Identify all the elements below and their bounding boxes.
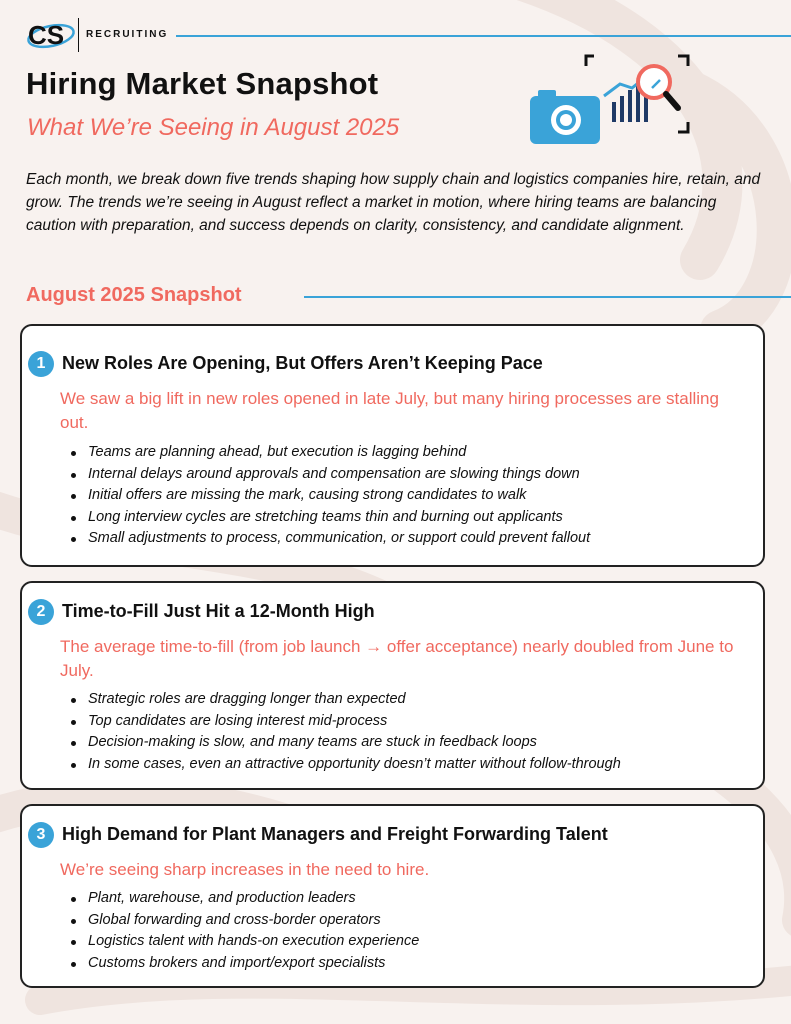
page-title: Hiring Market Snapshot	[26, 66, 379, 101]
page-subtitle: What We’re Seeing in August 2025	[27, 114, 400, 141]
list-item: Teams are planning ahead, but execution is lagging behind	[68, 442, 590, 464]
trend-card-1	[20, 324, 765, 567]
section-heading: August 2025 Snapshot	[26, 284, 242, 306]
logo-text: CS	[28, 20, 65, 50]
list-item: Customs brokers and import/export specialists	[68, 953, 419, 975]
trend-card-2	[20, 581, 765, 790]
trend-summary: We saw a big lift in new roles opened in late July, but many hiring processes are stalling out.	[60, 389, 719, 432]
cs-recruiting-logo	[26, 18, 76, 52]
list-item: In some cases, even an attractive opportunity doesn’t matter without follow-through	[68, 754, 621, 776]
list-item: Small adjustments to process, communication, or support could prevent fallout	[68, 528, 590, 550]
list-item: Decision-making is slow, and many teams are stuck in feedback loops	[68, 732, 621, 754]
trend-card-3	[20, 804, 765, 988]
logo-divider	[78, 18, 79, 52]
header-rule	[176, 35, 791, 37]
list-item: Top candidates are losing interest mid-process	[68, 711, 621, 733]
list-item: Global forwarding and cross-border operators	[68, 910, 419, 932]
list-item: Internal delays around approvals and compensation are slowing things down	[68, 464, 590, 486]
trend-summary: We’re seeing sharp increases in the need to hire.	[60, 860, 430, 879]
trend-bullets	[68, 888, 419, 974]
trend-number-badge: 3	[28, 822, 54, 848]
trend-summary: The average time-to-fill (from job launch → offer acceptance) nearly doubled from June to July.	[60, 637, 734, 680]
section-rule	[304, 296, 791, 298]
list-item: Logistics talent with hands-on execution experience	[68, 931, 419, 953]
intro-paragraph: Each month, we break down five trends shaping how supply chain and logistics companies hire, retain, and grow. The trends we’re seeing in August reflect a market in motion, where hiring teams are balancing caution with preparation, and success depends on clarity, consistency, and candidate alignment.	[26, 171, 761, 234]
list-item: Long interview cycles are stretching teams thin and burning out applicants	[68, 507, 590, 529]
trend-number-badge: 1	[28, 351, 54, 377]
logo-mark-icon	[26, 18, 76, 52]
brand-wordmark: RECRUITING	[86, 29, 169, 40]
trend-bullets	[68, 442, 590, 550]
trend-number-badge: 2	[28, 599, 54, 625]
list-item: Plant, warehouse, and production leaders	[68, 888, 419, 910]
list-item: Strategic roles are dragging longer than expected	[68, 689, 621, 711]
trend-title: Time-to-Fill Just Hit a 12-Month High	[62, 601, 375, 621]
trend-title: High Demand for Plant Managers and Freight Forwarding Talent	[62, 824, 608, 844]
trend-title: New Roles Are Opening, But Offers Aren’t Keeping Pace	[62, 353, 543, 373]
trend-bullets	[68, 689, 621, 775]
list-item: Initial offers are missing the mark, causing strong candidates to walk	[68, 485, 590, 507]
camera-analytics-magnifier-icon	[528, 52, 696, 150]
